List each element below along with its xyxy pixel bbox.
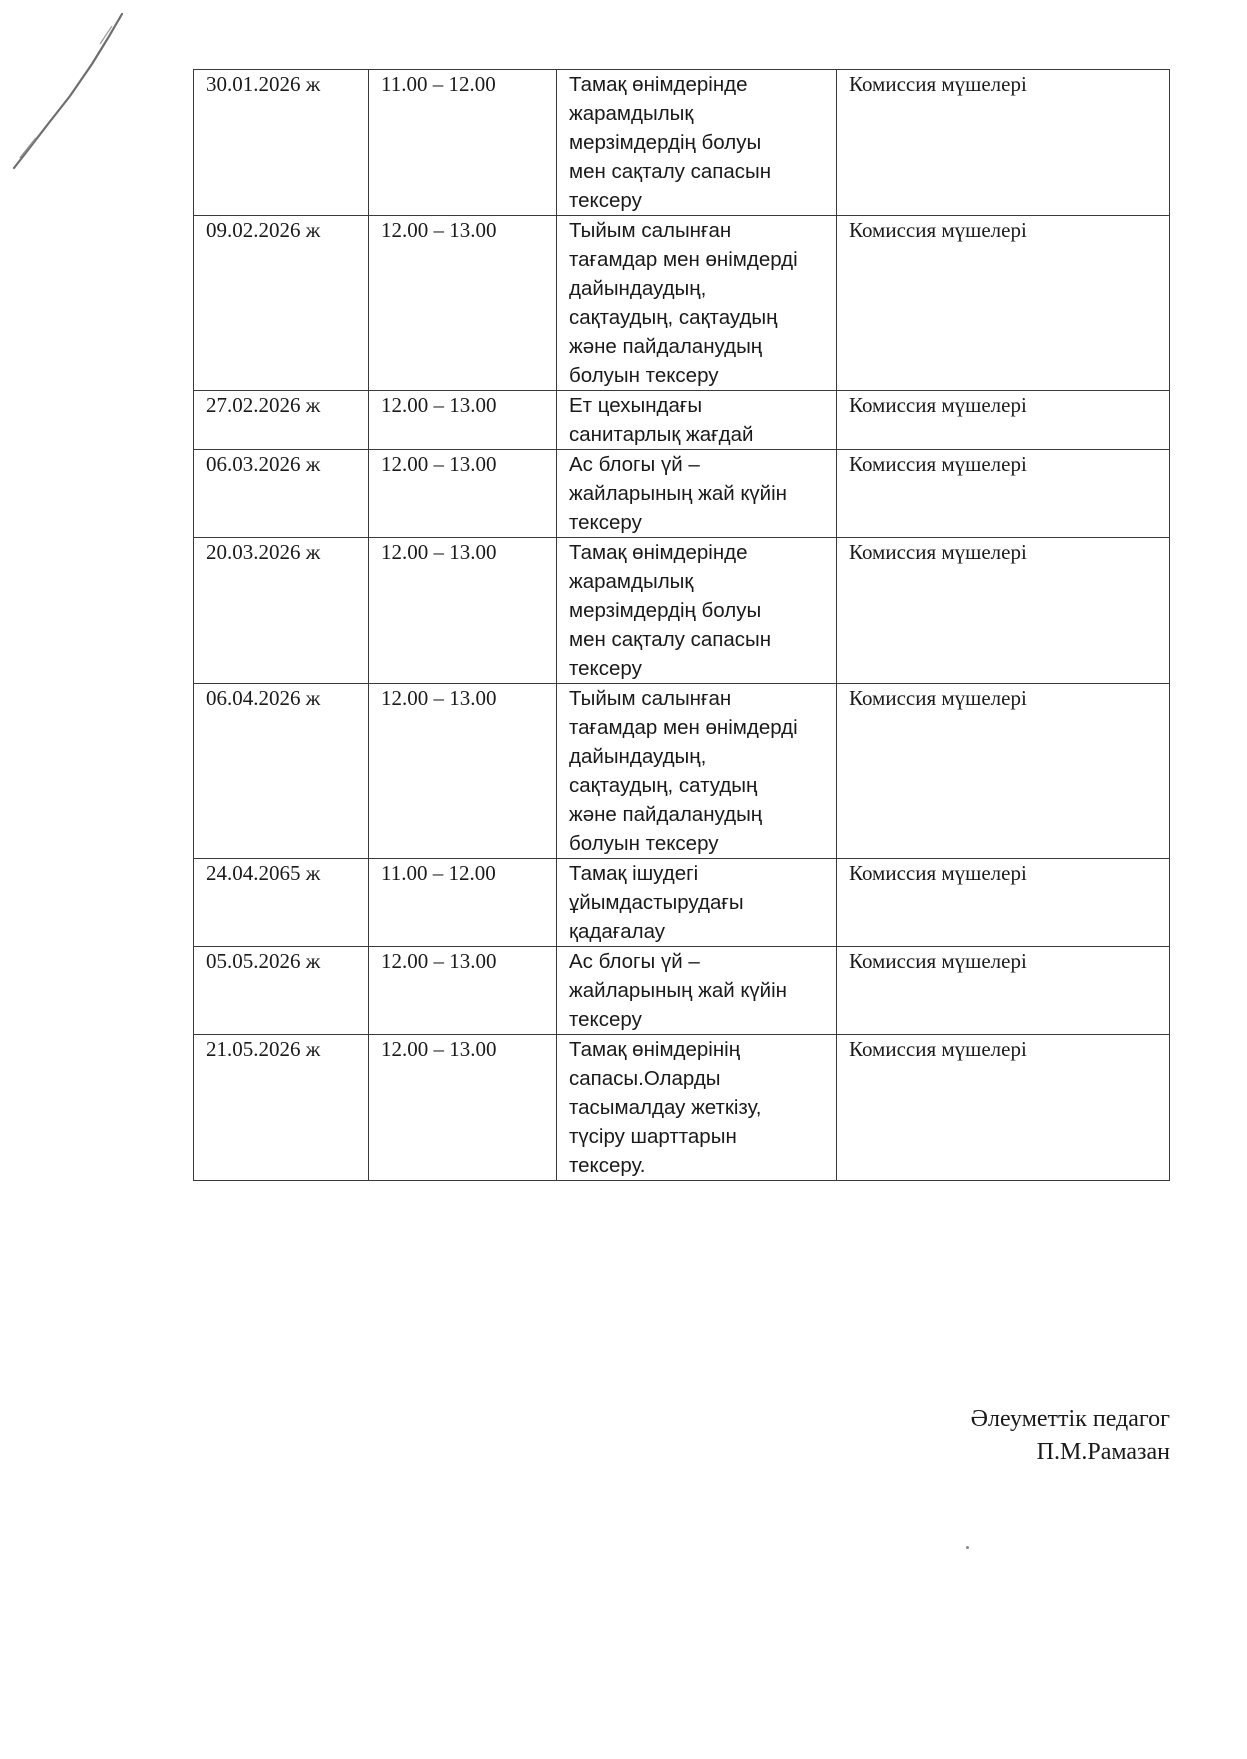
time-cell: 12.00 – 13.00 (369, 538, 557, 684)
description-cell (557, 450, 837, 538)
responsible-cell: Комиссия мүшелері (837, 391, 1170, 450)
date-cell: 09.02.2026 ж (194, 216, 369, 391)
time-cell: 11.00 – 12.00 (369, 70, 557, 216)
signature-block (971, 1403, 1170, 1469)
scan-speck (966, 1546, 969, 1549)
table-row (194, 391, 1170, 450)
responsible-cell: Комиссия мүшелері (837, 538, 1170, 684)
responsible-cell: Комиссия мүшелері (837, 70, 1170, 216)
signatory-position: Әлеуметтік педагог (970, 1406, 1170, 1432)
time-cell: 12.00 – 13.00 (369, 450, 557, 538)
date-cell: 21.05.2026 ж (194, 1035, 369, 1181)
responsible-cell: Комиссия мүшелері (837, 1035, 1170, 1181)
table-row (194, 538, 1170, 684)
description-cell (557, 684, 837, 859)
date-cell: 24.04.2065 ж (194, 859, 369, 947)
description-text: Ас блогы үй – жайларының жай күйін тексеру (569, 453, 787, 534)
date-cell: 20.03.2026 ж (194, 538, 369, 684)
table-row (194, 947, 1170, 1035)
date-cell: 06.03.2026 ж (194, 450, 369, 538)
description-cell (557, 391, 837, 450)
description-text: Тыйым салынған тағамдар мен өнімдерді дайындаудың, сақтаудың, сатудың және пайдаланудың болуын тексеру (569, 687, 798, 855)
table-row (194, 70, 1170, 216)
time-cell: 12.00 – 13.00 (369, 1035, 557, 1181)
time-cell: 12.00 – 13.00 (369, 947, 557, 1035)
responsible-cell: Комиссия мүшелері (837, 684, 1170, 859)
responsible-cell: Комиссия мүшелері (837, 947, 1170, 1035)
description-cell (557, 216, 837, 391)
description-text: Тыйым салынған тағамдар мен өнімдерді дайындаудың, сақтаудың, сақтаудың және пайдаланудың болуын тексеру (569, 219, 798, 387)
description-cell (557, 70, 837, 216)
table-row (194, 1035, 1170, 1181)
date-cell: 30.01.2026 ж (194, 70, 369, 216)
description-text: Ет цехындағы санитарлық жағдай (569, 394, 754, 446)
table-row (194, 216, 1170, 391)
description-cell (557, 538, 837, 684)
time-cell: 12.00 – 13.00 (369, 391, 557, 450)
schedule-table-body (194, 70, 1170, 1181)
responsible-cell: Комиссия мүшелері (837, 216, 1170, 391)
description-text: Тамақ өнімдерінде жарамдылық мерзімдердің болуы мен сақталу сапасын тексеру (569, 73, 772, 212)
description-cell (557, 1035, 837, 1181)
description-cell (557, 859, 837, 947)
description-text: Ас блогы үй – жайларының жай күйін тексеру (569, 950, 787, 1031)
table-row (194, 859, 1170, 947)
time-cell: 11.00 – 12.00 (369, 859, 557, 947)
date-cell: 06.04.2026 ж (194, 684, 369, 859)
time-cell: 12.00 – 13.00 (369, 684, 557, 859)
responsible-cell: Комиссия мүшелері (837, 859, 1170, 947)
description-cell (557, 947, 837, 1035)
signatory-name: П.М.Рамазан (1036, 1439, 1170, 1465)
table-row (194, 684, 1170, 859)
description-text: Тамақ өнімдерінің сапасы.Оларды тасымалдау жеткізу, түсіру шарттарын тексеру. (569, 1038, 762, 1177)
date-cell: 27.02.2026 ж (194, 391, 369, 450)
description-text: Тамақ ішудегі ұйымдастырудағы қадағалау (569, 862, 744, 943)
scan-edge-mark (0, 0, 140, 180)
time-cell: 12.00 – 13.00 (369, 216, 557, 391)
date-cell: 05.05.2026 ж (194, 947, 369, 1035)
responsible-cell: Комиссия мүшелері (837, 450, 1170, 538)
table-row (194, 450, 1170, 538)
description-text: Тамақ өнімдерінде жарамдылық мерзімдердің болуы мен сақталу сапасын тексеру (569, 541, 772, 680)
inspection-schedule-table (193, 69, 1170, 1181)
